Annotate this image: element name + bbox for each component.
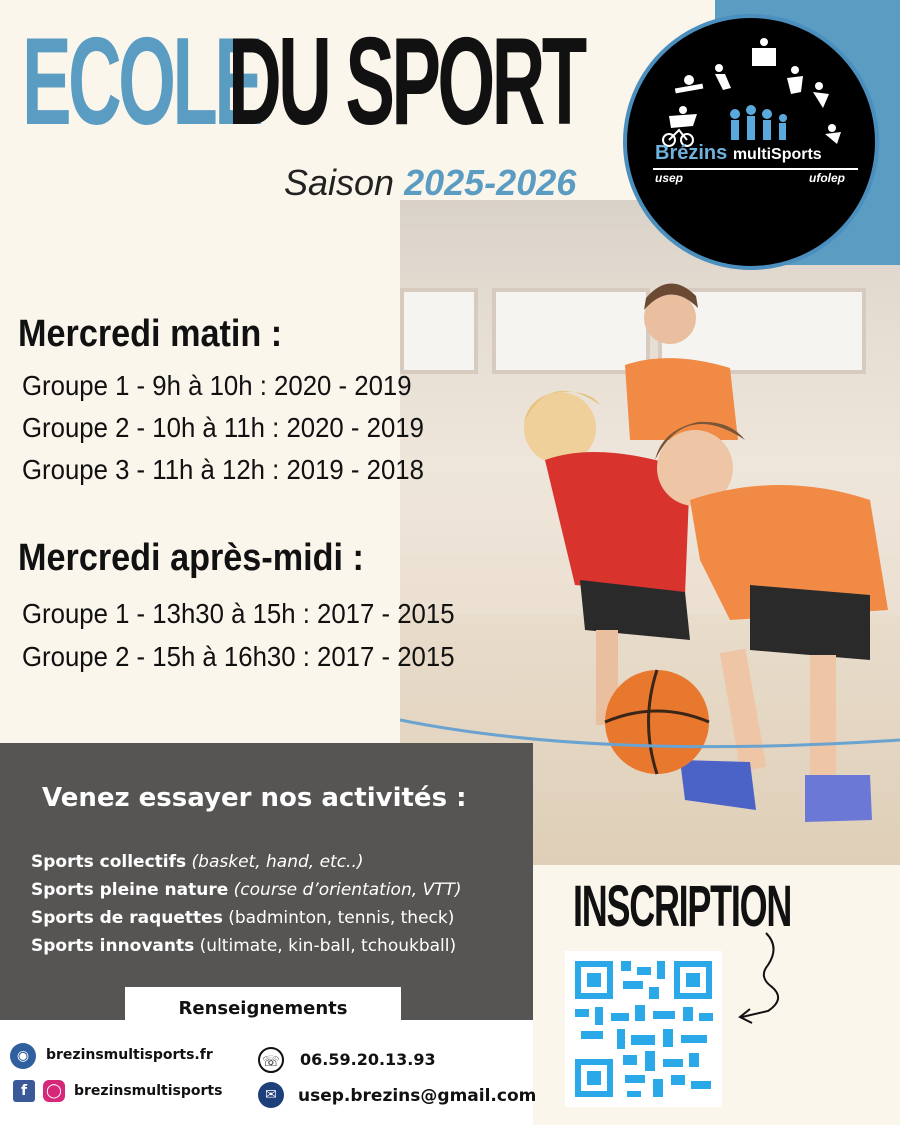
inscription-label: INSCRIPTION [573, 874, 792, 939]
schedule-group: Groupe 3 - 11h à 12h : 2019 - 2018 [22, 454, 424, 485]
logo-name: Brézins multiSports [655, 142, 822, 164]
season: Saison 2025-2026 [284, 162, 577, 203]
instagram-icon[interactable]: ◯ [43, 1080, 65, 1102]
activities-title: Venez essayer nos activités : [42, 783, 467, 813]
schedule-group: Groupe 1 - 13h30 à 15h : 2017 - 2015 [22, 598, 455, 629]
logo-divider [653, 168, 858, 170]
title-ecole: ECOLE [22, 13, 261, 151]
qr-code[interactable] [565, 951, 722, 1107]
arrow-icon [728, 925, 788, 1025]
schedule-group: Groupe 2 - 15h à 16h30 : 2017 - 2015 [22, 641, 455, 672]
activity-item: Sports pleine nature (course d’orientation, VTT) [31, 880, 462, 900]
activity-item: Sports innovants (ultimate, kin-ball, tchoukball) [31, 936, 457, 956]
email-address[interactable]: usep.brezins@gmail.com [298, 1086, 537, 1106]
mail-icon: ✉ [258, 1082, 284, 1108]
qr-code-icon [565, 951, 722, 1107]
website-link[interactable]: brezinsmultisports.fr [46, 1047, 213, 1063]
sports-pictograms-icon [627, 28, 875, 148]
heading-wednesday-morning: Mercredi matin : [18, 313, 283, 355]
phone-icon: ☏ [258, 1047, 284, 1073]
schedule-group: Groupe 2 - 10h à 11h : 2020 - 2019 [22, 412, 424, 443]
activity-item: Sports de raquettes (badminton, tennis, theck) [31, 908, 455, 928]
club-logo [623, 14, 879, 270]
phone-number[interactable]: 06.59.20.13.93 [300, 1050, 436, 1069]
contact-heading: Renseignements [178, 998, 348, 1019]
activity-item: Sports collectifs (basket, hand, etc..) [31, 852, 364, 872]
heading-wednesday-afternoon: Mercredi après-midi : [18, 537, 364, 579]
contact-heading-tab [125, 987, 401, 1035]
schedule-group: Groupe 1 - 9h à 10h : 2020 - 2019 [22, 370, 412, 401]
title-du-sport: DU SPORT [228, 13, 584, 151]
logo-ufolep: ufolep [809, 171, 845, 185]
social-handle[interactable]: brezinsmultisports [74, 1083, 223, 1099]
facebook-icon[interactable]: f [13, 1080, 35, 1102]
globe-icon: ◉ [10, 1043, 36, 1069]
logo-usep: usep [655, 171, 684, 185]
